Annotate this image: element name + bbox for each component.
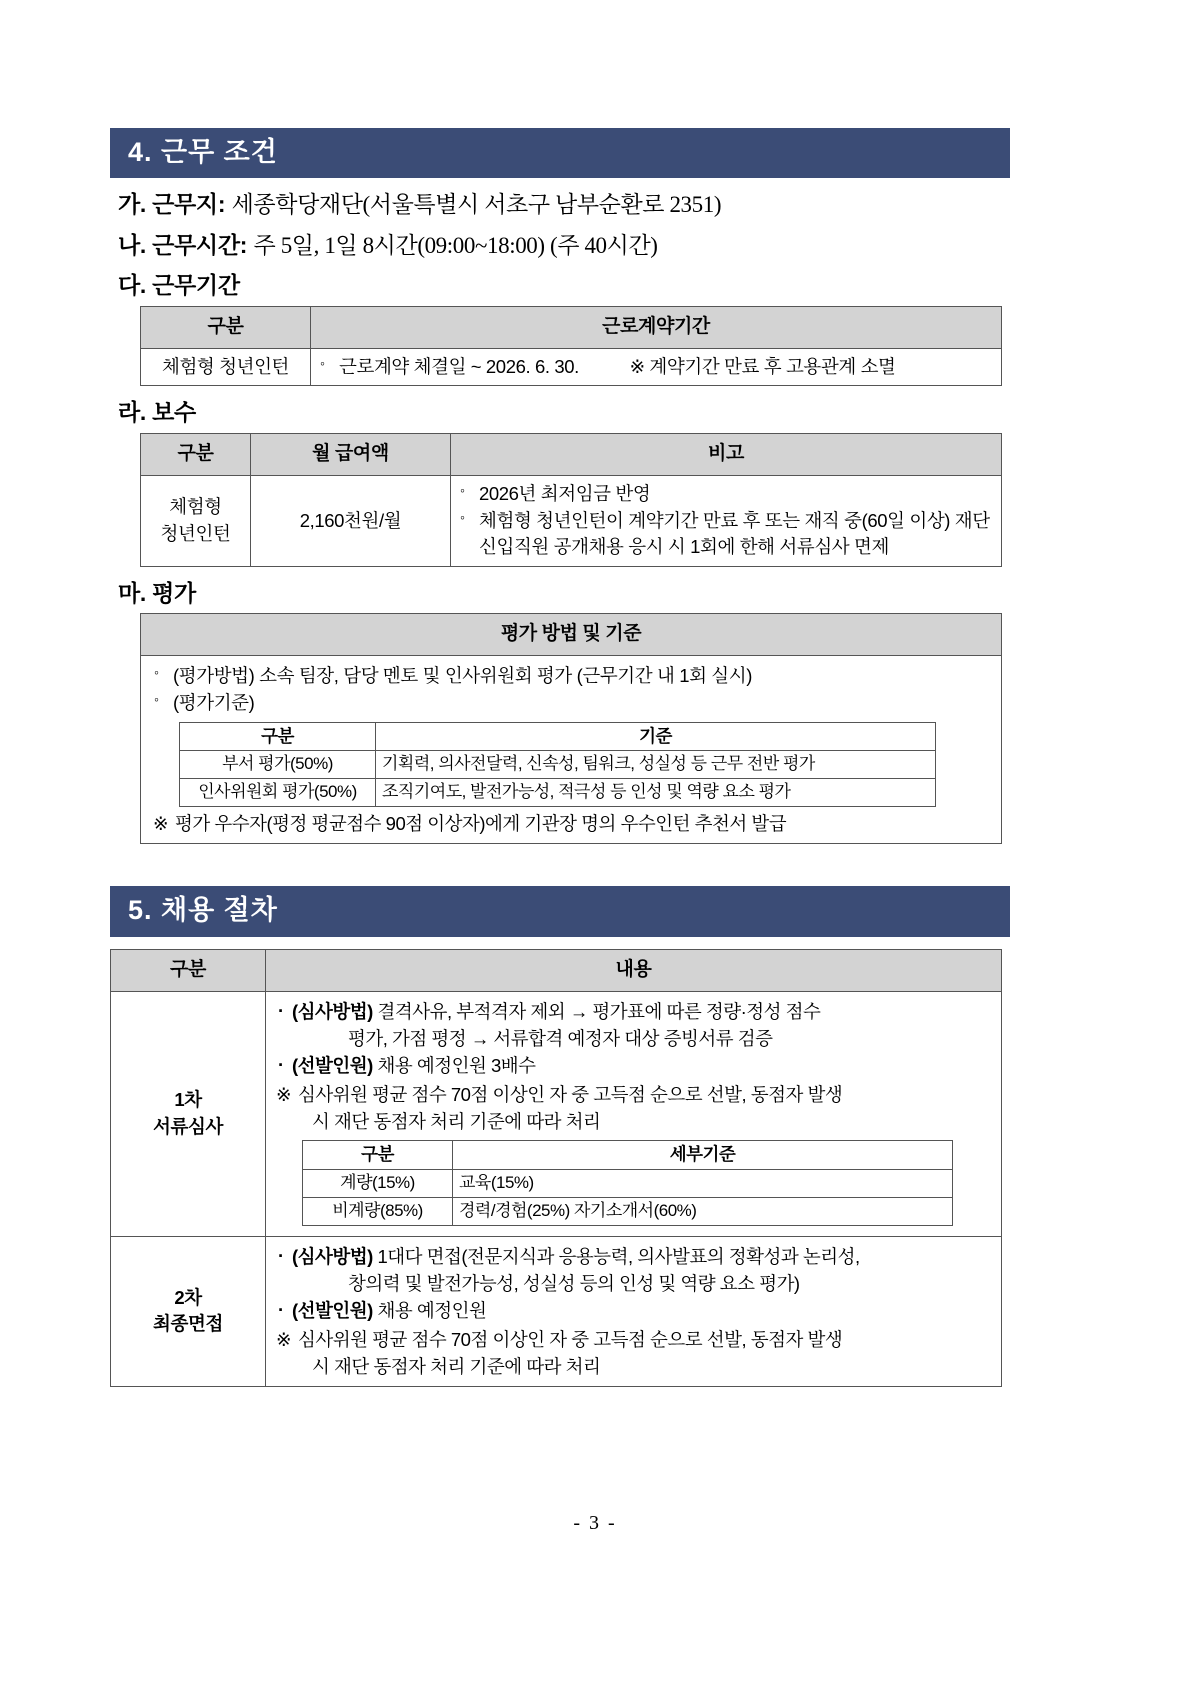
remark-exemption-line2: 신입직원 공개채용 응시 시 1회에 한해 서류심사 면제 — [479, 536, 889, 558]
item-work-hours-label: 나. 근무시간: — [118, 231, 248, 258]
cell-intern-type: 체험형 청년인턴 — [141, 348, 311, 385]
table-row-stage1 — [111, 991, 1002, 1236]
item-workplace-value: 세종학당재단(서울특별시 서초구 남부순환로 2351) — [231, 192, 722, 218]
page-number: - 3 - — [573, 1512, 617, 1534]
cell-intern-type — [141, 475, 251, 566]
eval-criteria-line: ◦ (평가기준) — [151, 690, 991, 716]
stage1-note — [274, 1082, 993, 1135]
intern-type-line1: 체험형 — [169, 496, 222, 518]
stage2-note-text: 심사위원 평균 점수 70점 이상인 자 중 고득점 순으로 선발, 동점자 발생 — [298, 1329, 843, 1351]
item-work-hours — [118, 232, 1010, 260]
item-workplace — [118, 191, 1010, 219]
stage1-count — [274, 1053, 993, 1079]
col-header-detail-criteria: 세부기준 — [453, 1141, 953, 1170]
cell-remarks — [451, 475, 1002, 566]
col-header-remarks: 비고 — [451, 433, 1002, 475]
stage1-count-label: (선발인원) — [292, 1055, 373, 1077]
eval-method-line: ◦ (평가방법) 소속 팀장, 담당 멘토 및 인사위원회 평가 (근무기간 내 1회 실시) — [151, 663, 991, 689]
stage1-method-text: 결격사유, 부적격자 제외 → 평가표에 따른 정량·정성 점수 — [377, 1000, 821, 1022]
compensation-table — [140, 433, 1002, 567]
intern-type-line2: 청년인턴 — [160, 522, 231, 544]
table-row — [303, 1169, 953, 1197]
item-compensation — [118, 399, 1010, 427]
contract-period-note: ※ 계약기간 만료 후 고용관계 소멸 — [629, 355, 896, 377]
remark-exemption — [457, 508, 995, 561]
item-work-period-label: 다. 근무기간 — [118, 272, 240, 299]
stage2-line1: 2차 — [174, 1286, 202, 1308]
stage2-method — [274, 1244, 993, 1270]
contract-period-text: 근로계약 체결일 ~ 2026. 6. 30. — [339, 355, 579, 377]
table-row — [180, 779, 936, 807]
remark-minimum-wage: ◦ 2026년 최저임금 반영 — [457, 481, 995, 507]
col-header-type: 구분 — [141, 433, 251, 475]
table-header-row — [141, 614, 1002, 656]
page-content — [110, 128, 1010, 1387]
stage2-method-text: 1대다 면접(전문지식과 응용능력, 의사발표의 정확성과 논리성, — [377, 1245, 860, 1267]
stage1-line1: 1차 — [174, 1089, 202, 1111]
col-header-type: 구분 — [180, 722, 376, 751]
cell-contract-period — [311, 348, 1002, 385]
table-row-stage2 — [111, 1236, 1002, 1386]
stage2-line2: 최종면접 — [153, 1313, 223, 1335]
col-header-type: 구분 — [303, 1141, 453, 1170]
cell-dept-eval-type: 부서 평가(50%) — [180, 751, 376, 779]
item-work-period — [118, 272, 1010, 300]
col-header-contract-period: 근로계약기간 — [311, 307, 1002, 349]
stage1-method — [274, 999, 993, 1025]
col-header-content: 내용 — [266, 949, 1002, 991]
stage1-line2: 서류심사 — [153, 1115, 223, 1137]
cell-stage-2 — [111, 1236, 266, 1386]
stage2-count-text: 채용 예정인원 — [377, 1300, 487, 1322]
cell-committee-eval-type: 인사위원회 평가(50%) — [180, 779, 376, 807]
stage2-method-label: (심사방법) — [292, 1245, 373, 1267]
stage2-count-label: (선발인원) — [292, 1300, 373, 1322]
col-header-criteria: 기준 — [376, 722, 936, 751]
stage2-note-cont: 시 재단 동점자 처리 기준에 따라 처리 — [312, 1355, 601, 1377]
document-screening-criteria-table — [302, 1140, 953, 1226]
cell-quantitative-type: 계량(15%) — [303, 1169, 453, 1197]
stage2-note — [274, 1327, 993, 1380]
stage2-method-cont: 창의력 및 발전가능성, 성실성 등의 인성 및 역량 요소 평가) — [348, 1272, 800, 1294]
section-heading-work-conditions: 4. 근무 조건 — [110, 128, 1010, 178]
table-row — [141, 348, 1002, 385]
cell-stage-1 — [111, 991, 266, 1236]
table-header-row — [180, 722, 936, 751]
item-workplace-label: 가. 근무지: — [118, 191, 226, 218]
cell-monthly-amount: 2,160천원/월 — [251, 475, 451, 566]
stage1-method-label: (심사방법) — [292, 1000, 373, 1022]
cell-quantitative-detail: 교육(15%) — [453, 1169, 953, 1197]
evaluation-table — [140, 613, 1002, 844]
contract-period-line — [317, 354, 995, 380]
table-header-row — [303, 1141, 953, 1170]
table-row — [141, 475, 1002, 566]
cell-evaluation-body — [141, 656, 1002, 844]
work-period-table — [140, 306, 1002, 386]
col-header-type: 구분 — [141, 307, 311, 349]
cell-qualitative-type: 비계량(85%) — [303, 1197, 453, 1225]
item-evaluation — [118, 580, 1010, 608]
stage1-note-text: 심사위원 평균 점수 70점 이상인 자 중 고득점 순으로 선발, 동점자 발생 — [298, 1084, 843, 1106]
stage1-note-cont: 시 재단 동점자 처리 기준에 따라 처리 — [312, 1110, 601, 1132]
item-evaluation-label: 마. 평가 — [118, 579, 196, 606]
section-heading-recruitment-process: 5. 채용 절차 — [110, 886, 1010, 936]
stage2-count — [274, 1298, 993, 1324]
cell-stage-1-content — [266, 991, 1002, 1236]
cell-committee-eval-criteria: 조직기여도, 발전가능성, 적극성 등 인성 및 역량 요소 평가 — [376, 779, 936, 807]
recruitment-process-table — [110, 949, 1002, 1387]
table-header-row — [111, 949, 1002, 991]
table-header-row — [141, 307, 1002, 349]
col-header-eval-method-criteria: 평가 방법 및 기준 — [141, 614, 1002, 656]
item-work-hours-value: 주 5일, 1일 8시간(09:00~18:00) (주 40시간) — [253, 232, 658, 258]
evaluation-criteria-table — [179, 722, 936, 808]
cell-stage-2-content — [266, 1236, 1002, 1386]
col-header-monthly-pay: 월 급여액 — [251, 433, 451, 475]
table-header-row — [141, 433, 1002, 475]
item-compensation-label: 라. 보수 — [118, 399, 196, 426]
table-row — [180, 751, 936, 779]
table-row — [303, 1197, 953, 1225]
col-header-stage: 구분 — [111, 949, 266, 991]
stage1-count-text: 채용 예정인원 3배수 — [377, 1055, 536, 1077]
remark-exemption-line1: 체험형 청년인턴이 계약기간 만료 후 또는 재직 중(60일 이상) 재단 — [479, 510, 990, 532]
eval-excellence-note: ※ 평가 우수자(평정 평균점수 90점 이상자)에게 기관장 명의 우수인턴 추천서 발급 — [151, 811, 991, 837]
stage1-method-cont: 평가, 가점 평정 → 서류합격 예정자 대상 증빙서류 검증 — [348, 1027, 773, 1049]
table-row — [141, 656, 1002, 844]
cell-dept-eval-criteria: 기획력, 의사전달력, 신속성, 팀워크, 성실성 등 근무 전반 평가 — [376, 751, 936, 779]
section-spacer — [110, 844, 1010, 886]
cell-qualitative-detail: 경력/경험(25%) 자기소개서(60%) — [453, 1197, 953, 1225]
